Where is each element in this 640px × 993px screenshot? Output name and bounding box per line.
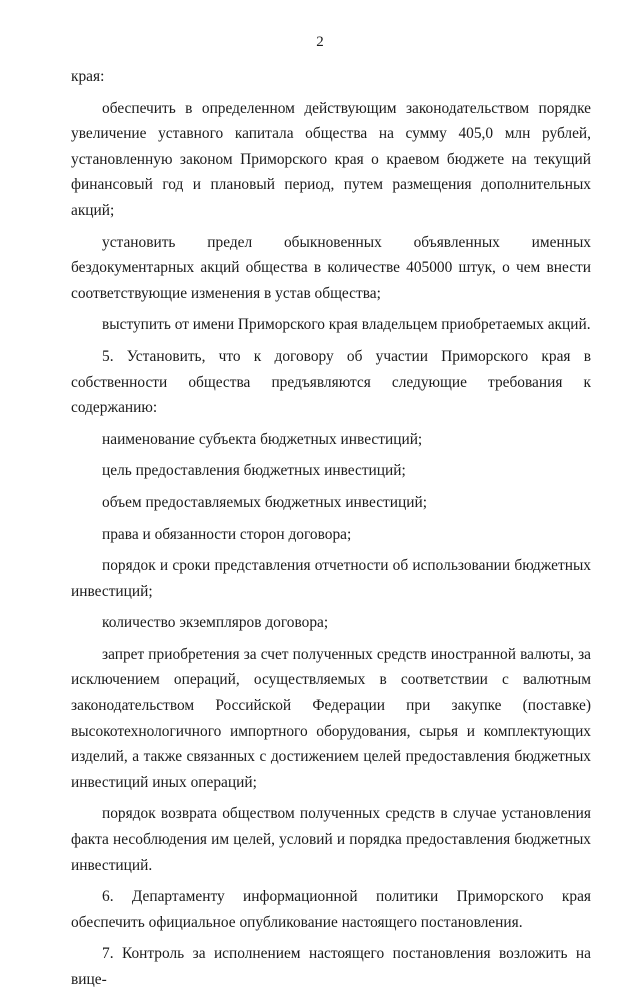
paragraph: 6. Департаменту информационной политики Приморского края обеспечить официальное опубликование настоящего постановления. [71,888,591,931]
paragraph: установить предел обыкновенных объявленных именных бездокументарных акций общества в количестве 405000 штук, о чем внести соответствующие изменения в устав общества; [71,233,591,302]
list-item: количество экземпляров договора; [102,614,329,632]
list-item: порядок возврата обществом полученных средств в случае установления факта несоблюдения им целей, условий и порядка предоставления бюджетных инвестиций. [71,805,591,874]
paragraph: выступить от имени Приморского края владельцем приобретаемых акций. [102,316,591,334]
list-item: объем предоставляемых бюджетных инвестиций; [102,493,427,511]
paragraph: 7. Контроль за исполнением настоящего постановления возложить на вице- [71,945,591,988]
paragraph: края: [71,68,105,85]
list-item: запрет приобретения за счет полученных средств иностранной валюты, за исключением операций, осуществляемых в соответствии с валютным законодательством Российской Федерации при закупке (поставке) высокотехнологичного импортного оборудования, сырья и комплектующих изделий, а также связанных с достижением целей предоставления бюджетных инвестиций иных операций; [71,645,591,791]
paragraph: обеспечить в определенном действующим законодательством порядке увеличение уставного капитала общества на сумму 405,0 млн рублей, установленную законом Приморского края о краевом бюджете на текущий финансовый год и плановый период, путем размещения дополнительных акций; [71,99,591,219]
document-body [71,64,591,993]
page-number: 2 [316,34,324,50]
list-item: порядок и сроки представления отчетности об использовании бюджетных инвестиций; [71,557,591,600]
list-item: права и обязанности сторон договора; [102,525,352,543]
list-item: цель предоставления бюджетных инвестиций; [102,462,406,480]
list-item: наименование субъекта бюджетных инвестиций; [102,430,423,448]
paragraph: 5. Установить, что к договору об участии Приморского края в собственности общества предъявляются следующие требования к содержанию: [71,347,591,417]
